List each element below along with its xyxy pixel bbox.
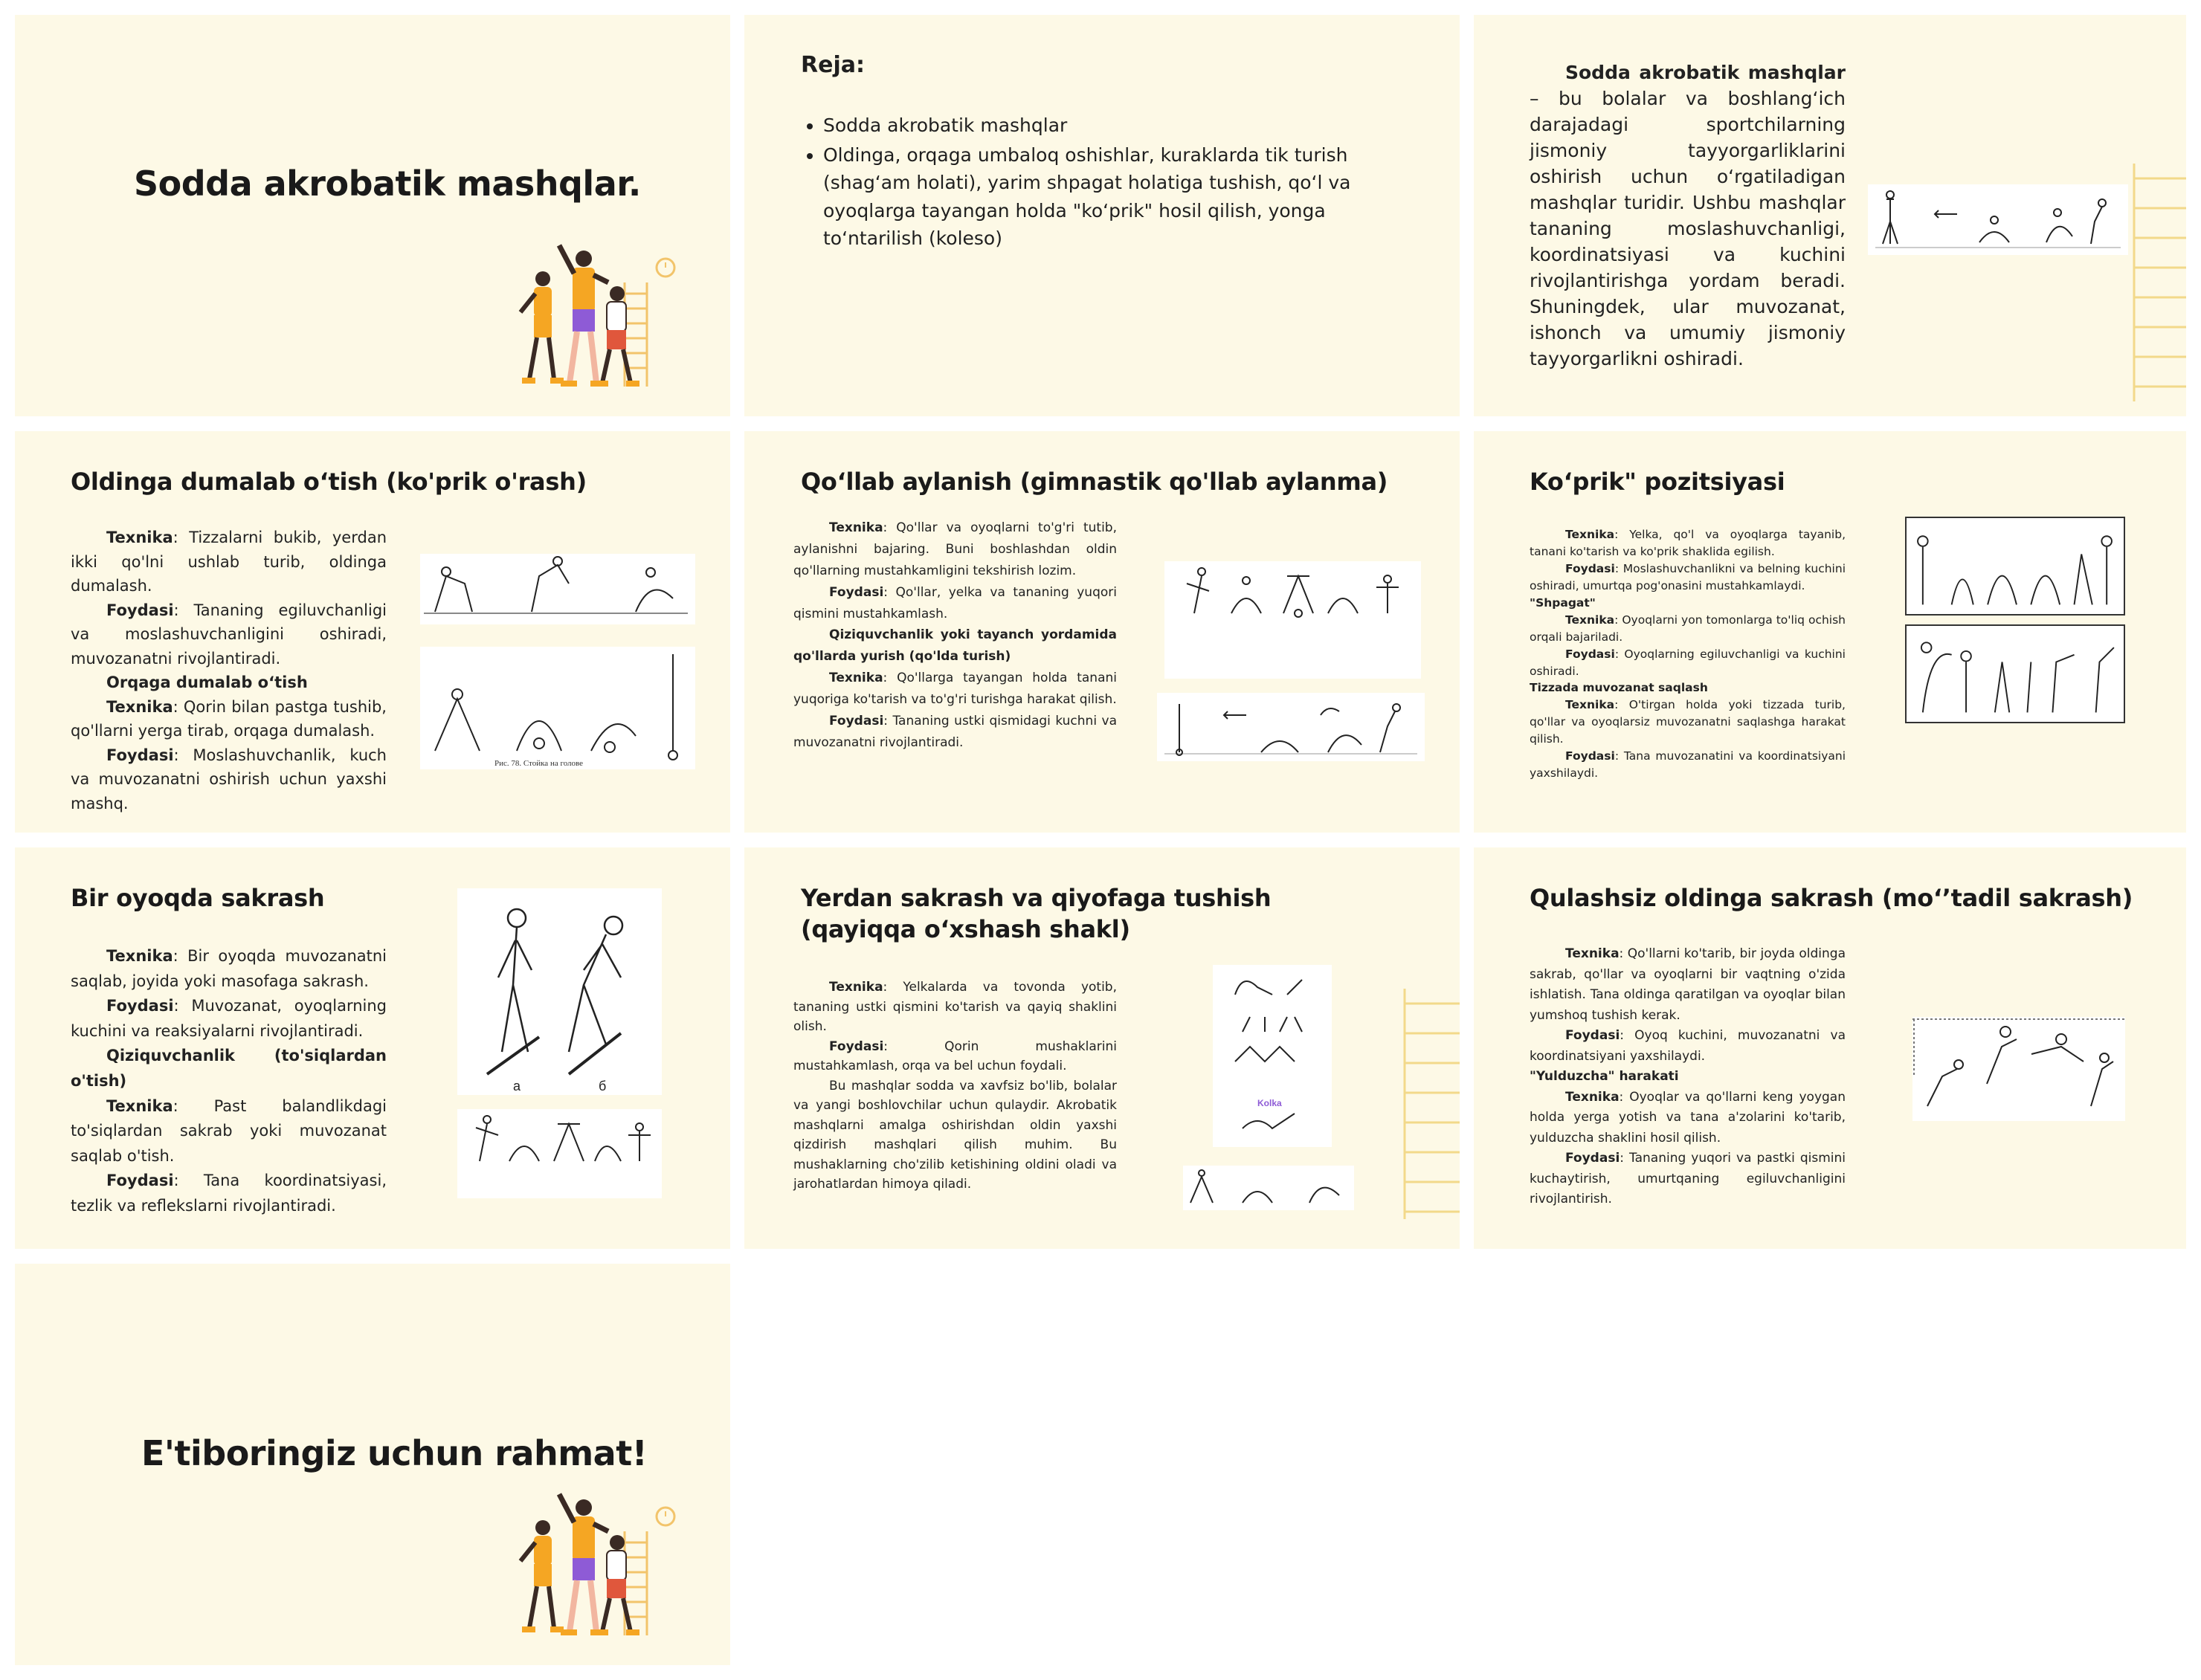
label-foydasi: Foydasi (829, 1038, 884, 1054)
slide-heading: Bir oyoqda sakrash (71, 884, 325, 912)
text: : Qo'llarga tayangan holda tanani yuqoriga ko'tarish va to'g'ri turishga harakat qilish. (793, 671, 1117, 708)
text: : Oyoqlarni yon tomonlarga to'liq ochish orqali bajariladi. (1530, 613, 1846, 644)
label-texnika: Texnika (106, 947, 173, 965)
slide-body (1530, 526, 1846, 782)
slide-title (15, 15, 730, 416)
slide-boat-shape (744, 847, 1460, 1249)
text: : Past balandlikdagi to'siqlardan sakrab yoki muvozanat saqlab o'tish. (71, 1096, 387, 1165)
label-foydasi: Foydasi (829, 584, 884, 600)
fig-label-a: а (513, 1079, 521, 1093)
text: : Qo'llar va oyoqlarni to'g'ri tutib, aylanishni bajaring. Buni boshlashdan oldin qo'llarning mustahkamligini tekshirish lozim. (793, 520, 1117, 578)
slide-one-leg-jump (15, 847, 730, 1249)
slide-heading: Oldinga dumalab o‘tish (ko'prik o'rash) (71, 468, 587, 496)
slide-heading: Yerdan sakrash va qiyofaga tushish (qayiqqa o‘xshash shakl) (801, 884, 1272, 943)
boat-figure (1213, 965, 1332, 1147)
slide-body (1530, 944, 1846, 1210)
label-texnika: Texnika (829, 980, 883, 995)
slide-body (793, 978, 1117, 1195)
text: : Yelka, qo'l va oyoqlarga tayanib, tanani ko'tarish va ko'prik shaklida egilish. (1530, 528, 1846, 558)
text: : Tananing yuqori va pastki qismini kuchaytirish, umurtqaning egiluvchanligini rivojlantirish. (1530, 1151, 1846, 1207)
definition-text (1530, 59, 1846, 372)
definition-body: – bu bolalar va boshlang‘ich darajadagi sportchilarning jismoniy tayyorgarliklarini oshirish uchun o‘rgatiladigan mashqlar turidir. Ushbu mashqlar tananing moslashuvchanligi, koordinatsiyasi va kuchini rivojlantirishga yordam beradi. Shuningdek, ular muvozanat, ishonch va umumiy jismoniy tayyorgarlikni oshiradi. (1530, 88, 1846, 369)
handstand-figure (1157, 693, 1425, 761)
slide-body (793, 517, 1117, 754)
label-foydasi: Foydasi (1565, 561, 1615, 575)
label-texnika: Texnika (1565, 613, 1615, 627)
slide-forward-roll (15, 431, 730, 833)
slide-thanks (15, 1264, 730, 1665)
wall-bars-icon (1399, 989, 1460, 1219)
text: : Oyoqlar va qo'llarni keng yoygan holda yerga yotish va tana a'zolarini ko'tarib, yulduzcha shaklini hosil qilish. (1530, 1089, 1846, 1146)
text: : Oyoqlarning egiluvchanligi va kuchini oshiradi. (1530, 647, 1846, 678)
label-texnika: Texnika (1565, 698, 1615, 712)
text: : Tizzalarni bukib, yerdan ikki qo'lni ushlab turib, oldinga dumalash. (71, 529, 387, 595)
label-foydasi: Foydasi (106, 1172, 174, 1190)
text: : Moslashuvchanlik, kuch va muvozanatni oshirish uchun yaxshi mashq. (71, 746, 387, 813)
slide-forward-jump (1474, 847, 2186, 1249)
definition-term: Sodda akrobatik mashqlar (1565, 62, 1846, 83)
roll-figure (1183, 1166, 1354, 1210)
label-foydasi: Foydasi (1565, 647, 1615, 661)
main-title: Sodda akrobatik mashqlar. (134, 164, 641, 204)
forward-jump-figure (1912, 1017, 2125, 1121)
text: : Qorin bilan pastga tushib, qo'llarni yerga tirab, orqaga dumalash. (71, 697, 387, 740)
text: Bu mashqlar sodda va xavfsiz bo'lib, bolalar va yangi boshlovchilar uchun qulaydir. Akrobatik mashqlarni amalga oshirishdan oldin yaxshi qizdirish mashqlari qilish muhim. Bu mushaklarning cho'zilib ketishining oldini oladi va jarohatlardan himoya qiladi. (793, 1078, 1117, 1192)
bridge-figure-top (1905, 517, 2125, 616)
plan-item: • Sodda akrobatik mashqlar (823, 112, 1411, 140)
text: : Tananing egiluvchanligi va moslashuvchanligini oshiradi, muvozanatni rivojlantiradi. (71, 601, 387, 668)
slide-cartwheel (744, 431, 1460, 833)
label-texnika: Texnika (829, 520, 883, 535)
stretch-figure (457, 1109, 662, 1198)
text: : Tana koordinatsiyasi, tezlik va reflekslarni rivojlantiradi. (71, 1172, 387, 1215)
text: : O'tirgan holda yoki tizzada turib, qo'llar va oyoqlarsiz muvozanatni saqlashga harakat qilish. (1530, 698, 1846, 746)
label-foydasi: Foydasi (106, 997, 174, 1015)
slide-heading: Qo‘llab aylanish (gimnastik qo'llab aylanma) (801, 468, 1388, 496)
subheading: Qiziquvchanlik (to'siqlardan o'tish) (71, 1047, 387, 1090)
roll-figure (420, 554, 695, 624)
acrobatics-figure (1868, 184, 2128, 255)
label-foydasi: Foydasi (829, 714, 884, 729)
label-texnika: Texnika (1565, 1089, 1620, 1105)
cartwheel-figure (1164, 561, 1421, 679)
text: : Yelkalarda va tovonda yotib, tananing ustki qismini ko'tarish va qayiq shaklini olish. (793, 980, 1117, 1035)
label-texnika: Texnika (829, 671, 883, 686)
plan-title: Reja: (801, 52, 865, 78)
label-texnika: Texnika (106, 1096, 173, 1115)
label-texnika: Texnika (106, 697, 173, 716)
fig-label-b: б (599, 1079, 607, 1093)
plan-item: • Oldinga, orqaga umbaloq oshishlar, kuraklarda tik turish (shag‘am holati), yarim shpagat holatiga tushish, qo‘l va oyoqlarga tayangan holda "ko‘prik" hosil qilish, yonga to‘ntarilish (koleso) (823, 141, 1411, 253)
headstand-figure (420, 647, 695, 769)
slide-body (71, 526, 387, 816)
subheading: "Yulduzcha" harakati (1530, 1069, 1679, 1085)
athletes-illustration (513, 1487, 714, 1643)
slide-body (71, 944, 387, 1219)
slide-definition (1474, 15, 2186, 416)
label-foydasi: Foydasi (1565, 1151, 1620, 1166)
text: : Muvozanat, oyoqlarning kuchini va reaksiyalarni rivojlantiradi. (71, 997, 387, 1040)
label-foydasi: Foydasi (1565, 1028, 1620, 1044)
slide-bridge (1474, 431, 2186, 833)
subheading: "Shpagat" (1530, 595, 1596, 610)
label-foydasi: Foydasi (106, 746, 174, 764)
figure-caption: Рис. 78. Стойка на голове (494, 759, 584, 768)
subheading: Qiziquvchanlik yoki tayanch yordamida qo'llarda yurish (qo'lda turish) (793, 627, 1117, 665)
label-texnika: Texnika (1565, 946, 1620, 961)
label-foydasi: Foydasi (1565, 749, 1615, 763)
text: : Qo'llar, yelka va tananing yuqori qismini mustahkamlash. (793, 584, 1117, 621)
text: : Tana muvozanatini va koordinatsiyani yaxshilaydi. (1530, 749, 1846, 781)
label-texnika: Texnika (106, 529, 173, 546)
slide-heading: Qulashsiz oldinga sakrash (mo‘’tadil sakrash) (1530, 884, 2133, 912)
subheading: Tizzada muvozanat saqlash (1530, 681, 1708, 695)
fig-word: Kolka (1257, 1098, 1282, 1108)
text: : Qo'llarni ko'tarib, bir joyda oldinga sakrab, qo'llar va oyoqlarni bir vaqtning o'zida ishlatish. Tana oldinga qaratilgan va oyoqlar bilan yumshoq tushish kerak. (1530, 946, 1846, 1023)
text: : Qorin mushaklarini mustahkamlash, orqa va bel uchun foydali. (793, 1038, 1117, 1074)
label-texnika: Texnika (1565, 528, 1615, 541)
text: : Moslashuvchanlikni va belning kuchini oshiradi, umurtqa pog'onasini mustahkamlaydi. (1530, 561, 1846, 592)
subheading: Orqaga dumalab o‘tish (106, 673, 308, 692)
slide-heading: Ko‘prik" pozitsiyasi (1530, 468, 1785, 496)
label-foydasi: Foydasi (106, 601, 174, 619)
thanks-title: E'tiboringiz uchun rahmat! (141, 1433, 648, 1473)
jump-figure (457, 888, 662, 1095)
text: : Tananing ustki qismidagi kuchni va muvozanatni rivojlantiradi. (793, 714, 1117, 750)
text: : Oyoq kuchini, muvozanatni va koordinatsiyani yaxshilaydi. (1530, 1028, 1846, 1064)
plan-list (823, 112, 1411, 254)
bridge-figure-bottom (1905, 624, 2125, 723)
text: : Bir oyoqda muvozanatni saqlab, joyida yoki masofaga sakrash. (71, 947, 387, 990)
slide-plan (744, 15, 1460, 416)
wall-bars-icon (2128, 164, 2186, 401)
athletes-illustration (513, 238, 714, 394)
